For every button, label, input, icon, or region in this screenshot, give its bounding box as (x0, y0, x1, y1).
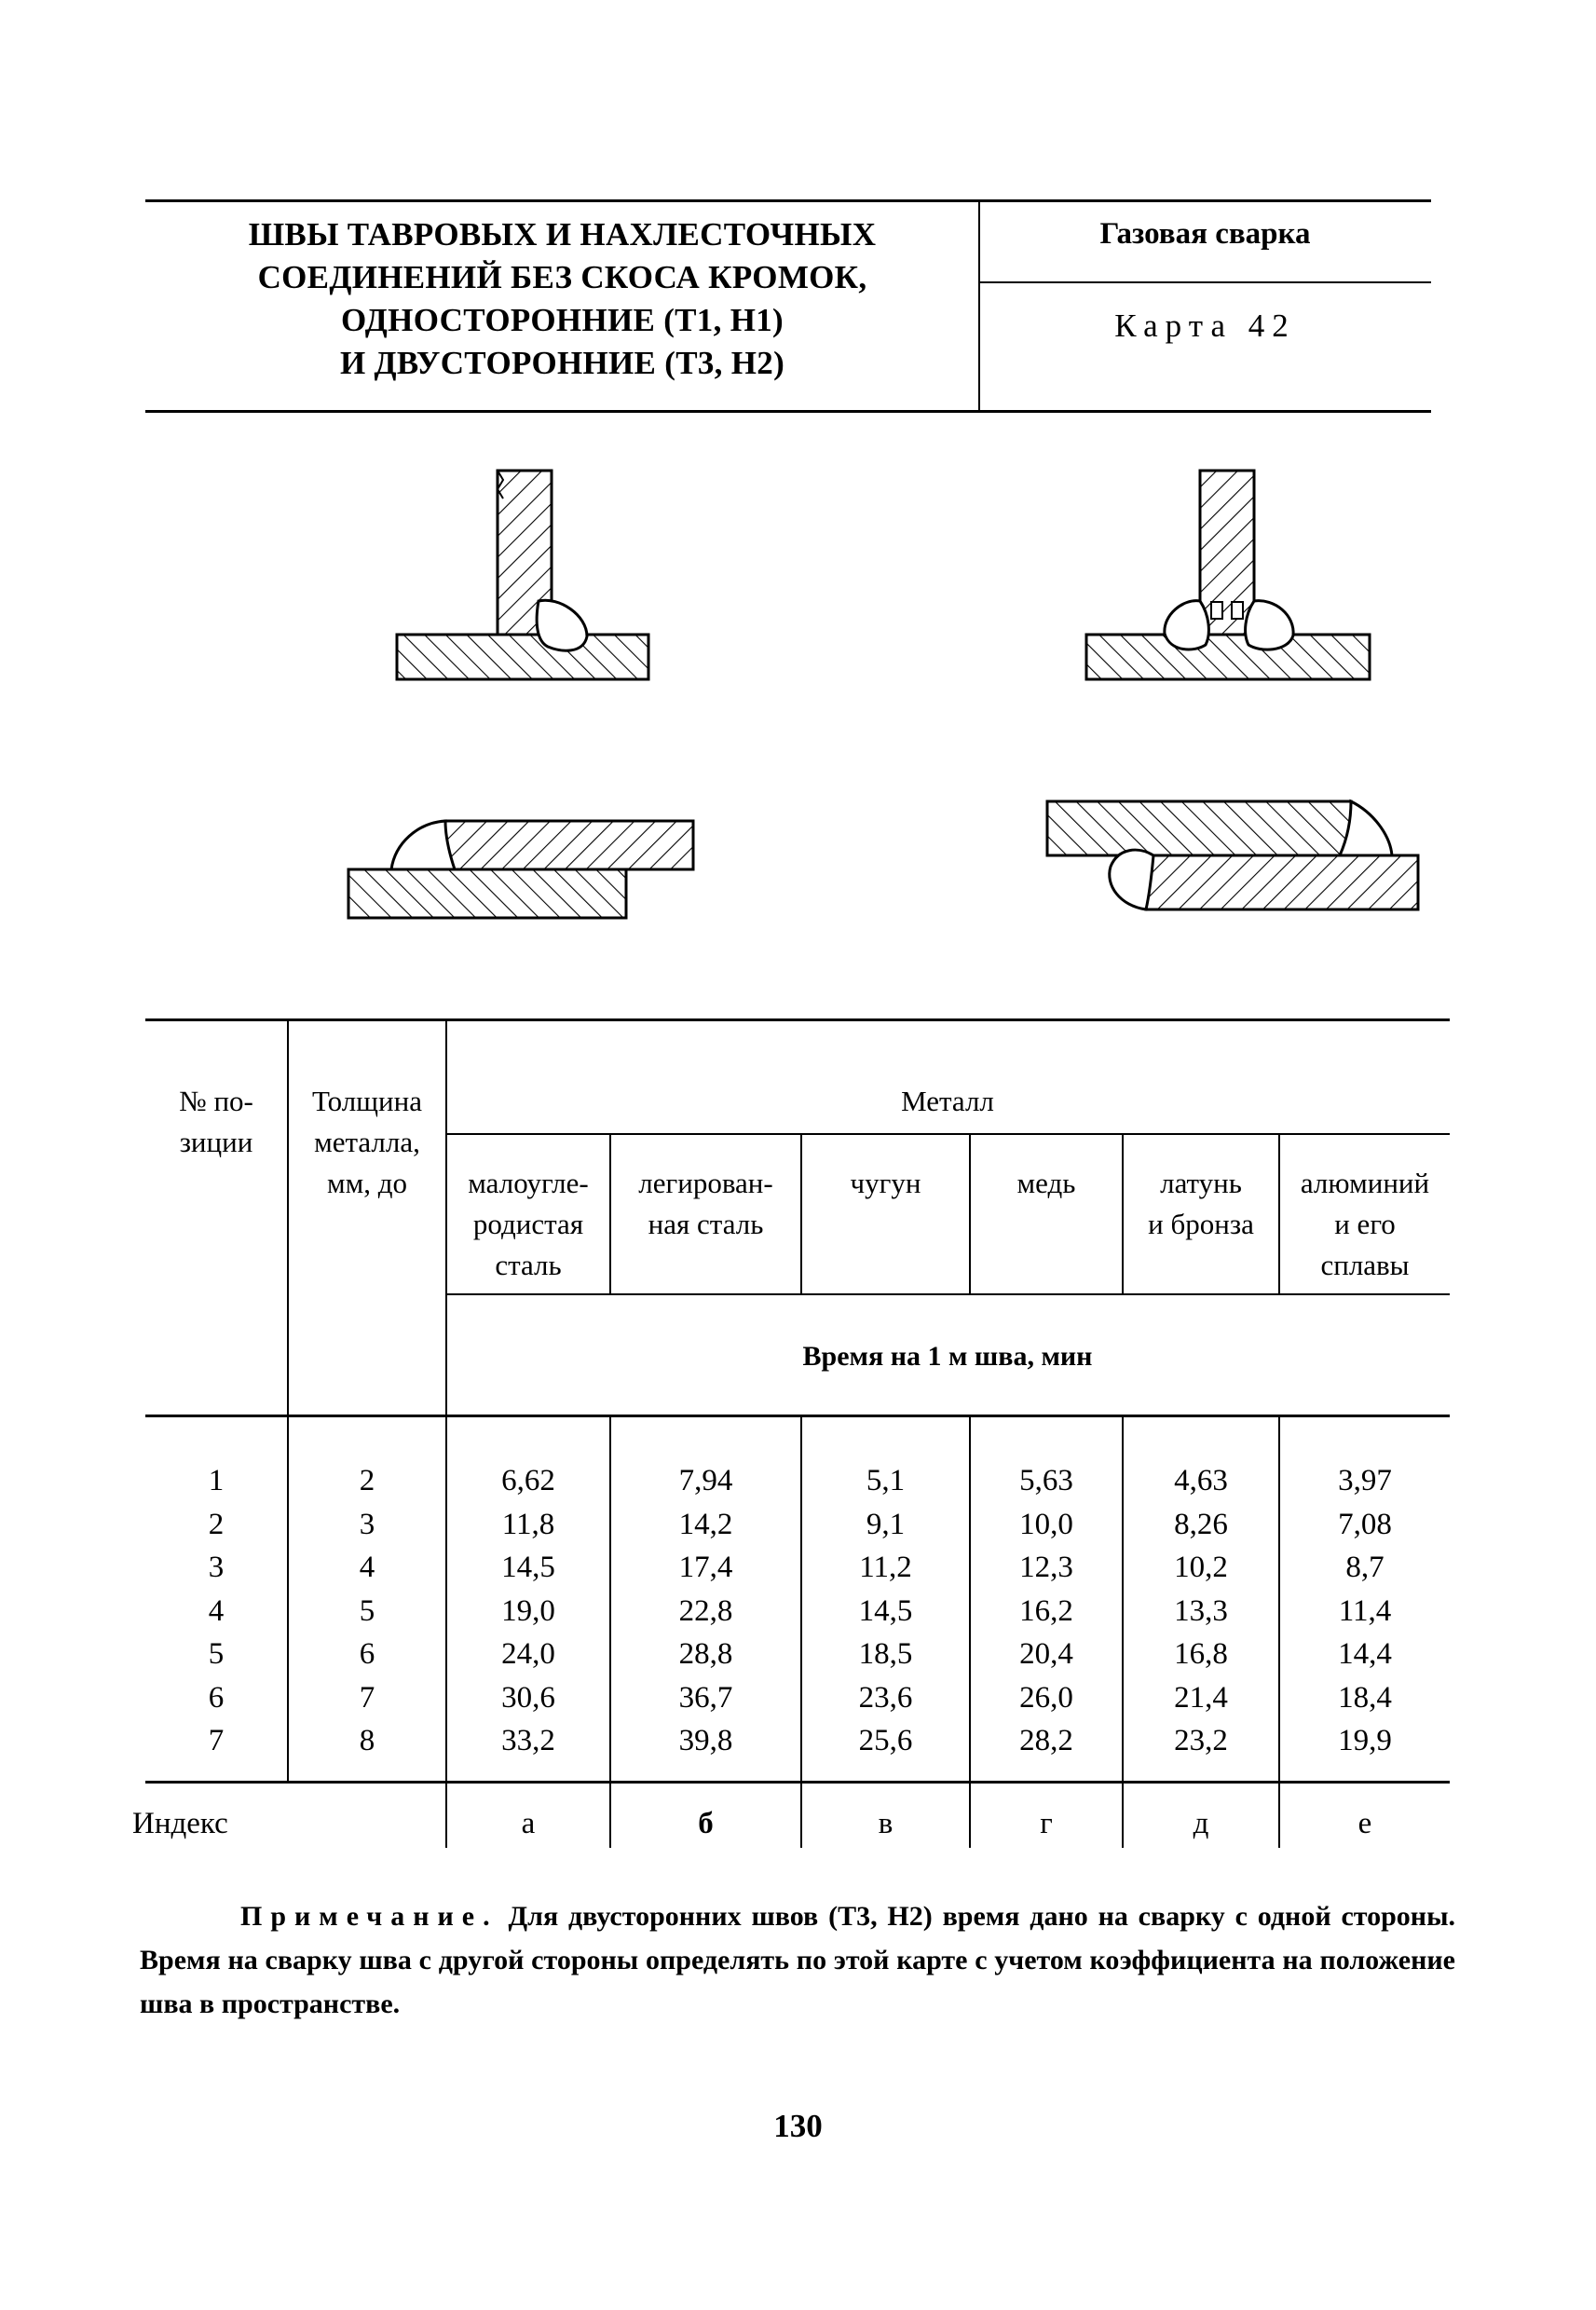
tee-joint-two-sided-figure (1086, 471, 1370, 679)
value-cast-iron-6: 23,6 (858, 1680, 913, 1715)
metal-header-brass (1124, 1163, 1278, 1245)
value-copper-6: 26,0 (1019, 1680, 1073, 1715)
note-label: Примечание. (240, 1901, 498, 1932)
note-text: Для двусторонних швов (Т3, Н2) время дано на сварку с одной стороны. Время на сварку шва с другой стороны определять по этой карте с учетом коэффициента на положение шва в пространстве. (140, 1901, 1455, 2019)
thickness-6: 7 (359, 1680, 375, 1715)
value-low-carbon-2: 11,8 (501, 1507, 555, 1541)
tee-joint-one-sided-figure (397, 471, 648, 679)
value-cast-iron-1: 5,1 (866, 1464, 906, 1497)
position-header-line-1: № по- (179, 1085, 253, 1117)
metal-group-header: Металл (901, 1085, 994, 1117)
value-copper-1: 5,63 (1019, 1464, 1073, 1497)
value-brass-3: 10,2 (1174, 1551, 1228, 1584)
pos-2: 2 (208, 1507, 225, 1541)
header-bottom-rule-table (145, 1415, 1450, 1417)
value-alloy-5: 28,8 (678, 1637, 733, 1671)
value-aluminium-6: 18,4 (1338, 1680, 1392, 1715)
value-low-carbon-7: 33,2 (501, 1724, 555, 1757)
value-brass-7: 23,2 (1174, 1724, 1228, 1757)
value-cast-iron-3: 11,2 (859, 1551, 912, 1584)
value-copper-4: 16,2 (1019, 1593, 1073, 1628)
title-line-1: ШВЫ ТАВРОВЫХ И НАХЛЕСТОЧНЫХ (248, 216, 877, 253)
metal-header-cast-iron (802, 1163, 969, 1204)
value-alloy-4: 22,8 (678, 1593, 733, 1628)
value-cast-iron-7: 25,6 (858, 1724, 913, 1757)
value-low-carbon-6: 30,6 (501, 1680, 555, 1715)
metal-header-low-carbon-line-3: сталь (495, 1249, 562, 1281)
value-cast-iron-2: 9,1 (866, 1507, 906, 1541)
thickness-5: 6 (359, 1637, 375, 1671)
value-low-carbon-5: 24,0 (501, 1637, 555, 1671)
value-copper-5: 20,4 (1019, 1637, 1073, 1671)
metal-header-copper (971, 1163, 1122, 1204)
position-header (145, 1081, 287, 1163)
page-number: 130 (773, 2108, 823, 2144)
card-number: Карта 42 (1114, 308, 1296, 344)
value-cast-iron-5: 18,5 (858, 1637, 913, 1671)
value-low-carbon-3: 14,5 (501, 1551, 555, 1584)
index-copper: г (1040, 1807, 1053, 1840)
column-brass-bronze (1124, 1459, 1278, 1763)
value-aluminium-3: 8,7 (1345, 1551, 1385, 1584)
weld-joint-drawings (0, 0, 1596, 932)
metal-group-rule (445, 1133, 1450, 1135)
thickness-1: 2 (359, 1464, 375, 1497)
title-line-2: СОЕДИНЕНИЙ БЕЗ СКОСА КРОМОК, (257, 259, 867, 295)
column-alloy-steel (611, 1459, 800, 1763)
metal-header-aluminium-line-2: и его (1334, 1208, 1396, 1240)
value-copper-2: 10,0 (1019, 1507, 1073, 1541)
thickness-7: 8 (359, 1724, 375, 1757)
pos-6: 6 (208, 1680, 225, 1715)
value-aluminium-5: 14,4 (1338, 1637, 1392, 1671)
index-alloy: б (698, 1807, 714, 1840)
value-copper-7: 28,2 (1019, 1724, 1073, 1757)
data-bottom-rule (145, 1781, 1450, 1784)
metal-header-alloy (611, 1163, 800, 1245)
metal-header-alloy-line-1: легирован- (638, 1167, 773, 1199)
lap-joint-one-sided-figure (348, 821, 693, 918)
metal-header-brass-line-1: латунь (1160, 1167, 1242, 1199)
value-brass-6: 21,4 (1174, 1680, 1228, 1715)
thickness-header-line-1: Толщина (312, 1085, 422, 1117)
index-cast-iron: в (878, 1807, 893, 1840)
pos-3: 3 (208, 1551, 225, 1584)
column-copper (971, 1459, 1122, 1763)
metal-header-aluminium-line-3: сплавы (1320, 1249, 1410, 1281)
pos-7: 7 (208, 1724, 225, 1757)
note (140, 1894, 1455, 2026)
value-aluminium-2: 7,08 (1338, 1507, 1392, 1541)
column-low-carbon-steel (447, 1459, 609, 1763)
value-brass-2: 8,26 (1174, 1507, 1228, 1541)
metal-header-low-carbon (447, 1163, 609, 1286)
metal-header-aluminium-line-1: алюминий (1300, 1167, 1430, 1199)
value-aluminium-1: 3,97 (1338, 1464, 1392, 1497)
index-aluminium: е (1357, 1807, 1372, 1840)
value-alloy-1: 7,94 (678, 1464, 733, 1497)
metal-header-alloy-line-2: ная сталь (648, 1208, 764, 1240)
value-alloy-3: 17,4 (678, 1551, 733, 1584)
thickness-header-line-2: металла, (314, 1126, 420, 1158)
col-divider-2 (800, 1133, 802, 1293)
value-brass-5: 16,8 (1174, 1637, 1228, 1671)
metal-header-aluminium (1280, 1163, 1450, 1286)
column-cast-iron (802, 1459, 969, 1763)
pos-5: 5 (208, 1637, 225, 1671)
thickness-header (289, 1081, 445, 1204)
value-alloy-7: 39,8 (678, 1724, 733, 1757)
pos-1: 1 (208, 1464, 225, 1497)
lap-joint-two-sided-figure (1047, 801, 1418, 909)
metal-header-copper-line-1: медь (1016, 1167, 1076, 1199)
value-low-carbon-1: 6,62 (501, 1464, 555, 1497)
value-aluminium-7: 19,9 (1338, 1724, 1392, 1757)
thickness-header-line-3: мм, до (326, 1167, 407, 1199)
index-brass: д (1193, 1807, 1209, 1840)
value-low-carbon-4: 19,0 (501, 1593, 555, 1628)
index-label: Индекс (132, 1807, 228, 1840)
time-unit-header: Время на 1 м шва, мин (802, 1341, 1093, 1372)
metal-header-low-carbon-line-2: родистая (472, 1208, 584, 1240)
col-divider-3 (969, 1133, 971, 1293)
thickness-2: 3 (359, 1507, 375, 1541)
position-header-line-2: зиции (179, 1126, 253, 1158)
value-alloy-6: 36,7 (678, 1680, 733, 1715)
metal-header-low-carbon-line-1: малоугле- (468, 1167, 589, 1199)
index-low-carbon: а (521, 1807, 536, 1840)
value-aluminium-4: 11,4 (1338, 1593, 1392, 1628)
value-alloy-2: 14,2 (678, 1507, 733, 1541)
thickness-4: 5 (359, 1593, 375, 1628)
column-aluminium (1280, 1459, 1450, 1763)
value-cast-iron-4: 14,5 (858, 1593, 913, 1628)
title-line-3: ОДНОСТОРОННИЕ (Т1, Н1) (341, 302, 784, 338)
metal-header-cast-iron-line-1: чугун (850, 1167, 921, 1199)
process-label: Газовая сварка (1099, 217, 1311, 251)
column-thickness (289, 1459, 445, 1763)
metal-header-brass-line-2: и бронза (1148, 1208, 1254, 1240)
thickness-3: 4 (359, 1551, 375, 1584)
value-brass-4: 13,3 (1174, 1593, 1228, 1628)
table-top-rule (145, 1018, 1450, 1021)
value-copper-3: 12,3 (1019, 1551, 1073, 1584)
pos-4: 4 (208, 1593, 225, 1628)
title-line-4: И ДВУСТОРОННИЕ (Т3, Н2) (339, 345, 785, 381)
column-position (145, 1459, 287, 1763)
metal-names-rule (445, 1293, 1450, 1295)
value-brass-1: 4,63 (1174, 1464, 1228, 1497)
